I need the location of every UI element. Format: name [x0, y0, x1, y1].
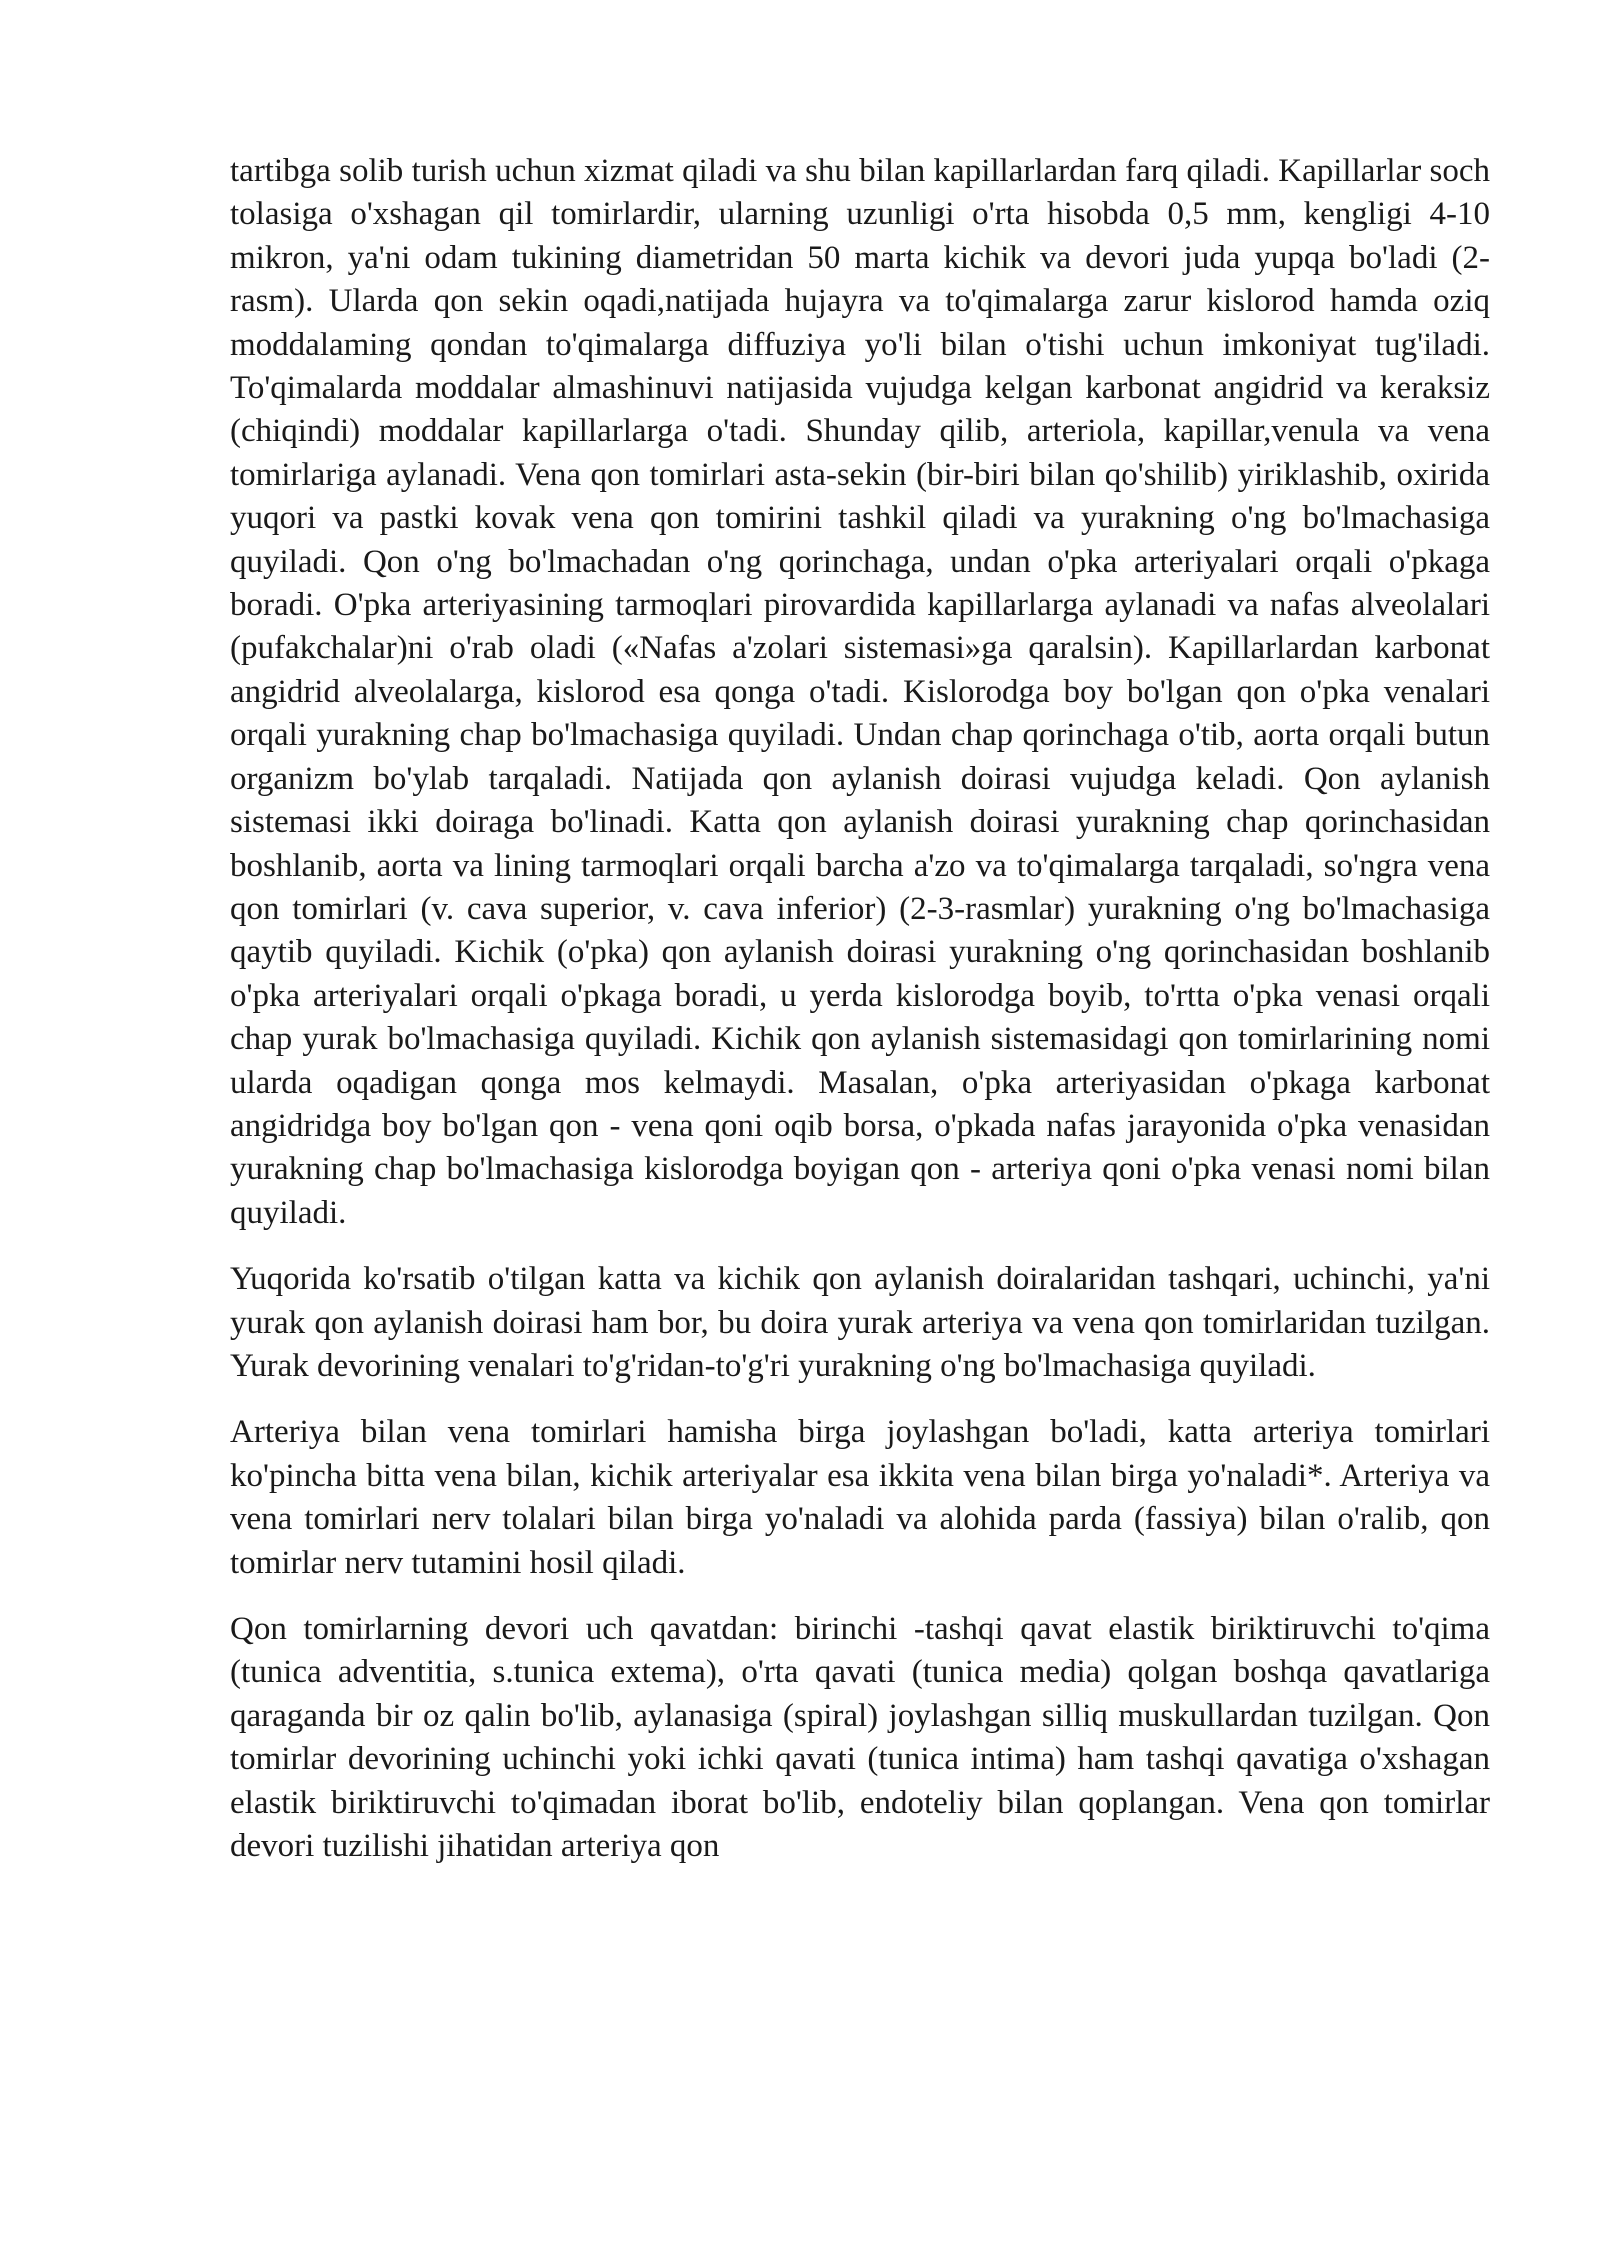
paragraph-coronary-circulation: Yuqorida ko'rsatib o'tilgan katta va kichik qon aylanish doiralaridan tashqari, uchinchi, ya'ni yurak qon aylanish doirasi ham bor, bu doira yurak arteriya va vena qon tomirlaridan tuzilgan. Yurak devorining venalari to'g'ridan-to'g'ri yurakning o'ng bo'lmachasiga quyiladi.	[230, 1261, 1490, 1384]
document-page	[230, 150, 1490, 1891]
paragraph-vessel-wall-layers: Qon tomirlarning devori uch qavatdan: birinchi -tashqi qavat elastik biriktiruvchi to'qima (tunica adventitia, s.tunica extema), o'rta qavati (tunica media) qolgan boshqa qavatlariga qaraganda bir oz qalin bo'lib, aylanasiga (spiral) joylashgan silliq muskullardan tuzilgan. Qon tomirlar devorining uchinchi yoki ichki qavati (tunica intima) ham tashqi qavatiga o'xshagan elastik biriktiruvchi to'qimadan iborat bo'lib, endoteliy bilan qoplangan. Vena qon tomirlar devori tuzilishi jihatidan arteriya qon	[230, 1611, 1490, 1865]
paragraph-circulation: tartibga solib turish uchun xizmat qiladi va shu bilan kapillarlardan farq qiladi. Kapillarlar soch tolasiga o'xshagan qil tomirlardir, ularning uzunligi o'rta hisobda 0,5 mm, kengligi 4-10 mikron, ya'ni odam tukining diametridan 50 marta kichik va devori juda yupqa bo'ladi (2-rasm). Ularda qon sekin oqadi,natijada hujayra va to'qimalarga zarur kislorod hamda oziq moddalaming qondan to'qimalarga diffuziya yo'li bilan o'tishi uchun imkoniyat tug'iladi. To'qimalarda moddalar almashinuvi natijasida vujudga kelgan karbonat angidrid va keraksiz (chiqindi) moddalar kapillarlarga o'tadi. Shunday qilib, arteriola, kapillar,venula va vena tomirlariga aylanadi. Vena qon tomirlari asta-sekin (bir-biri bilan qo'shilib) yiriklashib, oxirida yuqori va pastki kovak vena qon tomirini tashkil qiladi va yurakning o'ng bo'lmachasiga quyiladi. Qon o'ng bo'lmachadan o'ng qorinchaga, undan o'pka arteriyalari orqali o'pkaga boradi. O'pka arteriyasining tarmoqlari pirovardida kapillarlarga aylanadi va nafas alveolalari (pufakchalar)ni o'rab oladi («Nafas a'zolari sistemasi»ga qaralsin). Kapillarlardan karbonat angidrid alveolalarga, kislorod esa qonga o'tadi. Kislorodga boy bo'lgan qon o'pka venalari orqali yurakning chap bo'lmachasiga quyiladi. Undan chap qorinchaga o'tib, aorta orqali butun organizm bo'ylab tarqaladi. Natijada qon aylanish doirasi vujudga keladi. Qon aylanish sistemasi ikki doiraga bo'linadi. Katta qon aylanish doirasi yurakning chap qorinchasidan boshlanib, aorta va lining tarmoqlari orqali barcha a'zo va to'qimalarga tarqaladi, so'ngra vena qon tomirlari (v. cava superior, v. cava inferior) (2-3-rasmlar) yurakning o'ng bo'lmachasiga qaytib quyiladi. Kichik (o'pka) qon aylanish doirasi yurakning o'ng qorinchasidan boshlanib o'pka arteriyalari orqali o'pkaga boradi, u yerda kislorodga boyib, to'rtta o'pka venasi orqali chap yurak bo'lmachasiga quyiladi. Kichik qon aylanish sistemasidagi qon tomirlarining nomi ularda oqadigan qonga mos kelmaydi. Masalan, o'pka arteriyasidan o'pkaga karbonat angidridga boy bo'lgan qon - vena qoni oqib borsa, o'pkada nafas jarayonida o'pka venasidan yurakning chap bo'lmachasiga kislorodga boyigan qon - arteriya qoni o'pka venasi nomi bilan quyiladi.	[230, 153, 1490, 1231]
paragraph-artery-vein-bundle: Arteriya bilan vena tomirlari hamisha birga joylashgan bo'ladi, katta arteriya tomirlari ko'pincha bitta vena bilan, kichik arteriyalar esa ikkita vena bilan birga yo'naladi*. Arteriya va vena tomirlari nerv tolalari bilan birga yo'naladi va alohida parda (fassiya) bilan o'ralib, qon tomirlar nerv tutamini hosil qiladi.	[230, 1414, 1490, 1581]
